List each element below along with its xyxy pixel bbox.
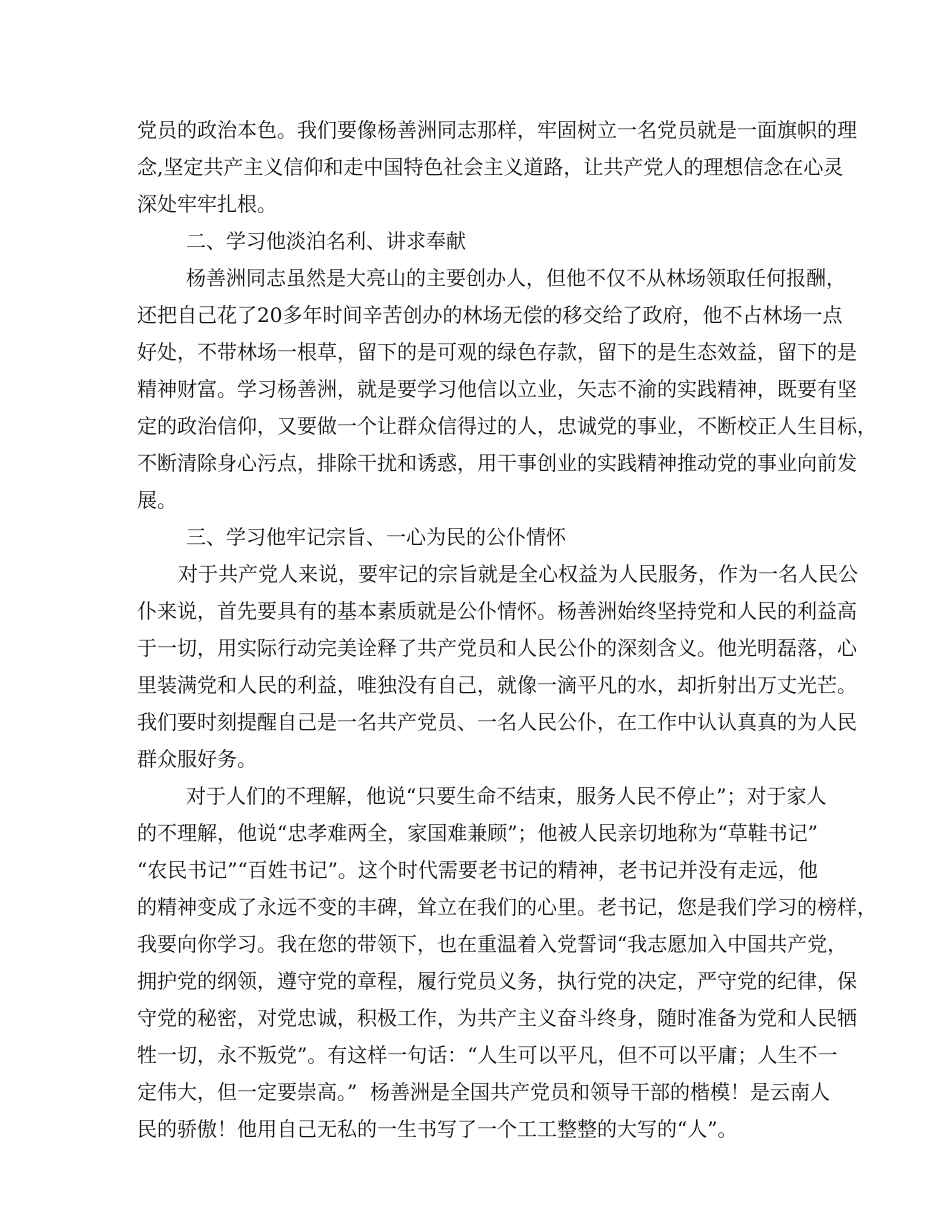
text-line: 我们要时刻提醒自己是一名共产党员、一名人民公仆，在工作中认认真真的为人民	[137, 710, 857, 734]
text-line: 群众服好务。	[137, 747, 257, 771]
text-line: 念,坚定共产主义信仰和走中国特色社会主义道路，让共产党人的理想信念在心灵	[137, 155, 844, 179]
text-line: 牲一切，永不叛党”。有这样一句话：“人生可以平凡，但不可以平庸；人生不一	[137, 1043, 838, 1067]
section-heading: 三、学习他牢记宗旨、一心为民的公仆情怀	[186, 525, 566, 549]
text-line: 还把自己花了20多年时间辛苦创办的林场无偿的移交给了政府，他不占林场一点	[137, 303, 843, 327]
text-line: 的精神变成了永远不变的丰碑，耸立在我们的心里。老书记，您是我们学习的榜样，	[137, 895, 877, 919]
text-line: 好处，不带林场一根草，留下的是可观的绿色存款，留下的是生态效益，留下的是	[137, 340, 857, 364]
text-line: 展。	[137, 488, 177, 512]
text-line: 于一切，用实际行动完美诠释了共产党员和人民公仆的深刻含义。他光明磊落，心	[137, 636, 857, 660]
text-line: 党员的政治本色。我们要像杨善洲同志那样，牢固树立一名党员就是一面旗帜的理	[137, 118, 857, 142]
text-line: 里装满党和人民的利益，唯独没有自己，就像一滴平凡的水，却折射出万丈光芒。	[137, 673, 857, 697]
text-line: 对于共产党人来说，要牢记的宗旨就是全心权益为人民服务，作为一名人民公	[178, 562, 858, 586]
text-line: 深处牢牢扎根。	[137, 192, 277, 216]
section-heading: 二、学习他淡泊名利、讲求奉献	[186, 229, 466, 253]
text-line: 我要向你学习。我在您的带领下，也在重温着入党誓词“我志愿加入中国共产党，	[137, 932, 848, 956]
text-line: 的不理解，他说“忠孝难两全，家国难兼顾”；他被人民亲切地称为“草鞋书记”	[137, 821, 818, 845]
text-line: 拥护党的纲领，遵守党的章程，履行党员义务，执行党的决定，严守党的纪律，保	[137, 969, 857, 993]
text-line: 不断清除身心污点，排除干扰和诱惑，用干事创业的实践精神推动党的事业向前发	[137, 451, 857, 475]
text-line: 仆来说，首先要具有的基本素质就是公仆情怀。杨善洲始终坚持党和人民的利益高	[137, 599, 857, 623]
text-line: 杨善洲同志虽然是大亮山的主要创办人，但他不仅不从林场领取任何报酬，	[186, 266, 846, 290]
text-line: “农民书记”“百姓书记”。这个时代需要老书记的精神，老书记并没有走远，他	[137, 858, 818, 882]
text-line: 精神财富。学习杨善洲，就是要学习他信以立业，矢志不渝的实践精神，既要有坚	[137, 377, 857, 401]
text-line: 定的政治信仰，又要做一个让群众信得过的人，忠诚党的事业，不断校正人生目标，	[137, 414, 877, 438]
text-line: 对于人们的不理解，他说“只要生命不结束，服务人民不停止”；对于家人	[186, 784, 827, 808]
text-line: 定伟大，但一定要崇高。” 杨善洲是全国共产党员和领导干部的楷模！是云南人	[137, 1080, 830, 1104]
text-line: 守党的秘密，对党忠诚，积极工作，为共产主义奋斗终身，随时准备为党和人民牺	[137, 1006, 857, 1030]
text-line: 民的骄傲！他用自己无私的一生书写了一个工工整整的大写的“人”。	[137, 1117, 738, 1141]
